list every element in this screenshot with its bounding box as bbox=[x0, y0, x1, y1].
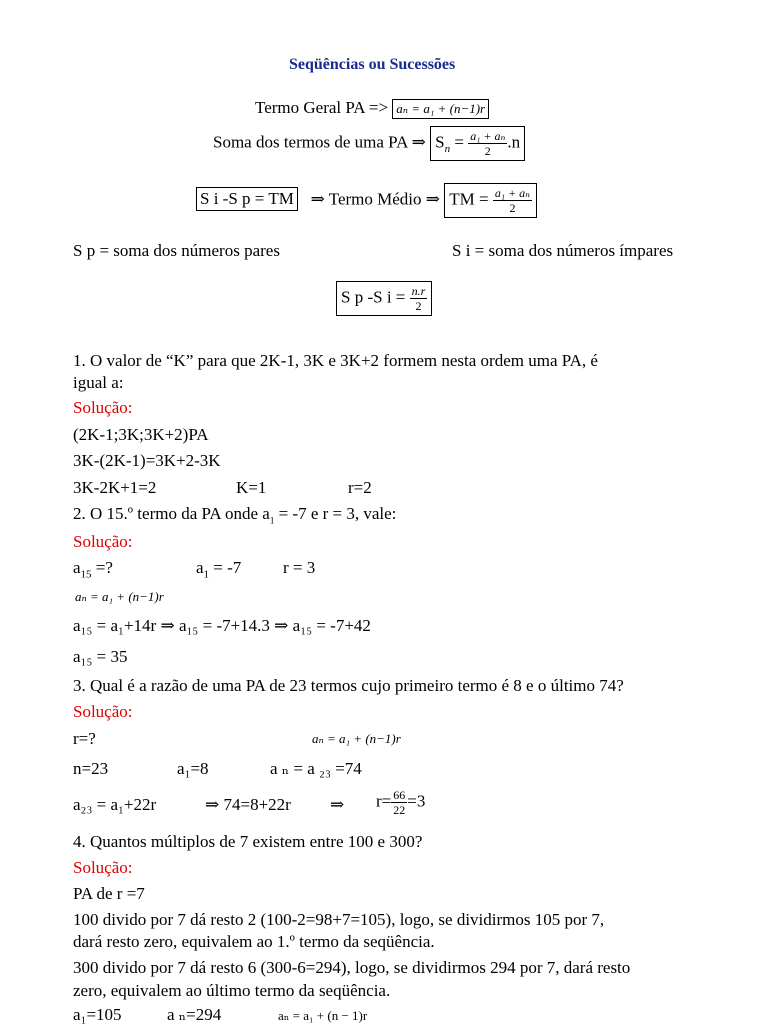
q2-l1b: a bbox=[196, 558, 204, 577]
q3-line1: r=? bbox=[73, 729, 96, 748]
tm-formula-box bbox=[444, 183, 537, 218]
q1-line2: 3K-(2K-1)=3K+2-3K bbox=[73, 451, 221, 470]
soma-line bbox=[213, 126, 525, 161]
q4-question: 4. Quantos múltiplos de 7 existem entre 100 e 300? bbox=[73, 832, 423, 851]
q2-solucao: Solução: bbox=[73, 532, 133, 551]
q3-line3-result bbox=[376, 788, 425, 817]
q3-denominator: 22 bbox=[393, 803, 406, 817]
q4-solucao: Solução: bbox=[73, 858, 133, 877]
q4-line3b: zero, equivalem ao último termo da seqüência. bbox=[73, 981, 391, 1000]
q2-line1b bbox=[196, 558, 241, 580]
q2-l1a-sub: 15 bbox=[80, 568, 92, 581]
si-sp-box: S i -S p = TM bbox=[196, 187, 298, 211]
termo-medio-label: ⇒ Termo Médio ⇒ bbox=[310, 189, 441, 209]
q4-line4a: a₁=105 bbox=[73, 1005, 122, 1024]
q3-l3d: r= bbox=[376, 791, 392, 811]
sp-si-denominator: 2 bbox=[415, 299, 422, 313]
q2-line1c: r = 3 bbox=[283, 558, 316, 577]
q1-line3a: 3K-2K+1=2 bbox=[73, 478, 157, 497]
q4-line4c: aₙ = a₁ + (n − 1)r bbox=[278, 1008, 368, 1023]
q3-l3-tail: =3 bbox=[407, 791, 426, 811]
q1-question: 1. O valor de “K” para que 2K-1, 3K e 3K+2 formem nesta ordem uma PA, é bbox=[73, 351, 598, 370]
sp-si-lhs: S p -S i = bbox=[341, 287, 406, 307]
q2-question-a: 2. O 15.º termo da PA onde a bbox=[73, 504, 270, 523]
q2-line4: a₁₅ = 35 bbox=[73, 647, 128, 666]
page-title: Seqüências ou Sucessões bbox=[289, 56, 456, 73]
q3-line2a: n=23 bbox=[73, 759, 109, 778]
q2-question-sub: 1 bbox=[269, 515, 275, 526]
q3-line2c: a ₙ = a ₂₃ =74 bbox=[270, 759, 362, 778]
tm-numerator: a₁ + aₙ bbox=[494, 186, 531, 200]
q2-question bbox=[73, 504, 396, 525]
q4-line4b: a ₙ=294 bbox=[167, 1005, 222, 1024]
q3-question: 3. Qual é a razão de uma PA de 23 termos cujo primeiro termo é 8 e o último 74? bbox=[73, 676, 624, 695]
q1-line1: (2K-1;3K;3K+2)PA bbox=[73, 425, 209, 444]
soma-numerator: a₁ + aₙ bbox=[470, 129, 506, 143]
q4-line2: 100 divido por 7 dá resto 2 (100-2=98+7=105), logo, se dividirmos 105 por 7, bbox=[73, 910, 605, 929]
q4-line3: 300 divido por 7 dá resto 6 (300-6=294), logo, se dividirmos 294 por 7, dará resto bbox=[73, 958, 631, 977]
si-definition: S i = soma dos números ímpares bbox=[452, 241, 674, 260]
soma-lhs: S bbox=[435, 132, 445, 152]
q2-line1a bbox=[73, 558, 113, 580]
q4-line1: PA de r =7 bbox=[73, 884, 145, 903]
termo-medio-line bbox=[196, 183, 537, 218]
tm-denominator: 2 bbox=[509, 201, 516, 215]
soma-sub: n bbox=[444, 142, 451, 155]
q2-line3: a₁₅ = a₁+14r ⇒ a₁₅ = -7+14.3 ⇒ a₁₅ = -7+42 bbox=[73, 616, 371, 635]
q1-line3c: r=2 bbox=[348, 478, 372, 497]
q1-question-cont: igual a: bbox=[73, 373, 124, 392]
q2-l1a: a bbox=[73, 558, 81, 577]
soma-formula-box: $S_n$ = $\frac{\text{a₁ + aₙ}}{2}$ .n bbox=[430, 126, 525, 161]
tm-lhs: TM = bbox=[449, 189, 489, 209]
q2-formula: aₙ = a₁ + (n−1)r bbox=[75, 589, 164, 604]
q3-line2b: a₁=8 bbox=[177, 759, 209, 778]
sp-definition: S p = soma dos números pares bbox=[73, 241, 280, 260]
q1-line3b: K=1 bbox=[236, 478, 267, 497]
q3-line3b: ⇒ 74=8+22r bbox=[205, 795, 291, 814]
q1-solucao: Solução: bbox=[73, 398, 133, 417]
q2-l1a-tail: =? bbox=[91, 558, 113, 577]
q4-line2b: dará resto zero, equivalem ao 1.º termo da seqüência. bbox=[73, 932, 435, 951]
soma-tail: .n bbox=[507, 132, 521, 152]
q2-l1b-tail: = -7 bbox=[209, 558, 242, 577]
soma-denominator: 2 bbox=[484, 144, 491, 158]
sp-si-line bbox=[336, 281, 432, 316]
q3-line3a: a₂₃ = a₁+22r bbox=[73, 795, 157, 814]
q3-line3c: ⇒ bbox=[330, 795, 345, 814]
termo-geral-line bbox=[255, 98, 489, 119]
q3-solucao: Solução: bbox=[73, 702, 133, 721]
q2-l1b-sub: 1 bbox=[203, 568, 210, 581]
sp-si-box bbox=[336, 281, 432, 316]
termo-geral-label: Termo Geral PA => bbox=[255, 98, 389, 117]
q3-numerator: 66 bbox=[393, 788, 406, 802]
sp-si-numerator: n.r bbox=[411, 284, 426, 298]
soma-label: Soma dos termos de uma PA ⇒ bbox=[213, 132, 426, 152]
q3-formula: aₙ = a₁ + (n−1)r bbox=[312, 731, 401, 746]
termo-geral-formula-box: aₙ = a₁ + (n−1)r bbox=[392, 99, 489, 119]
q2-question-b: = -7 e r = 3, vale: bbox=[274, 504, 397, 523]
